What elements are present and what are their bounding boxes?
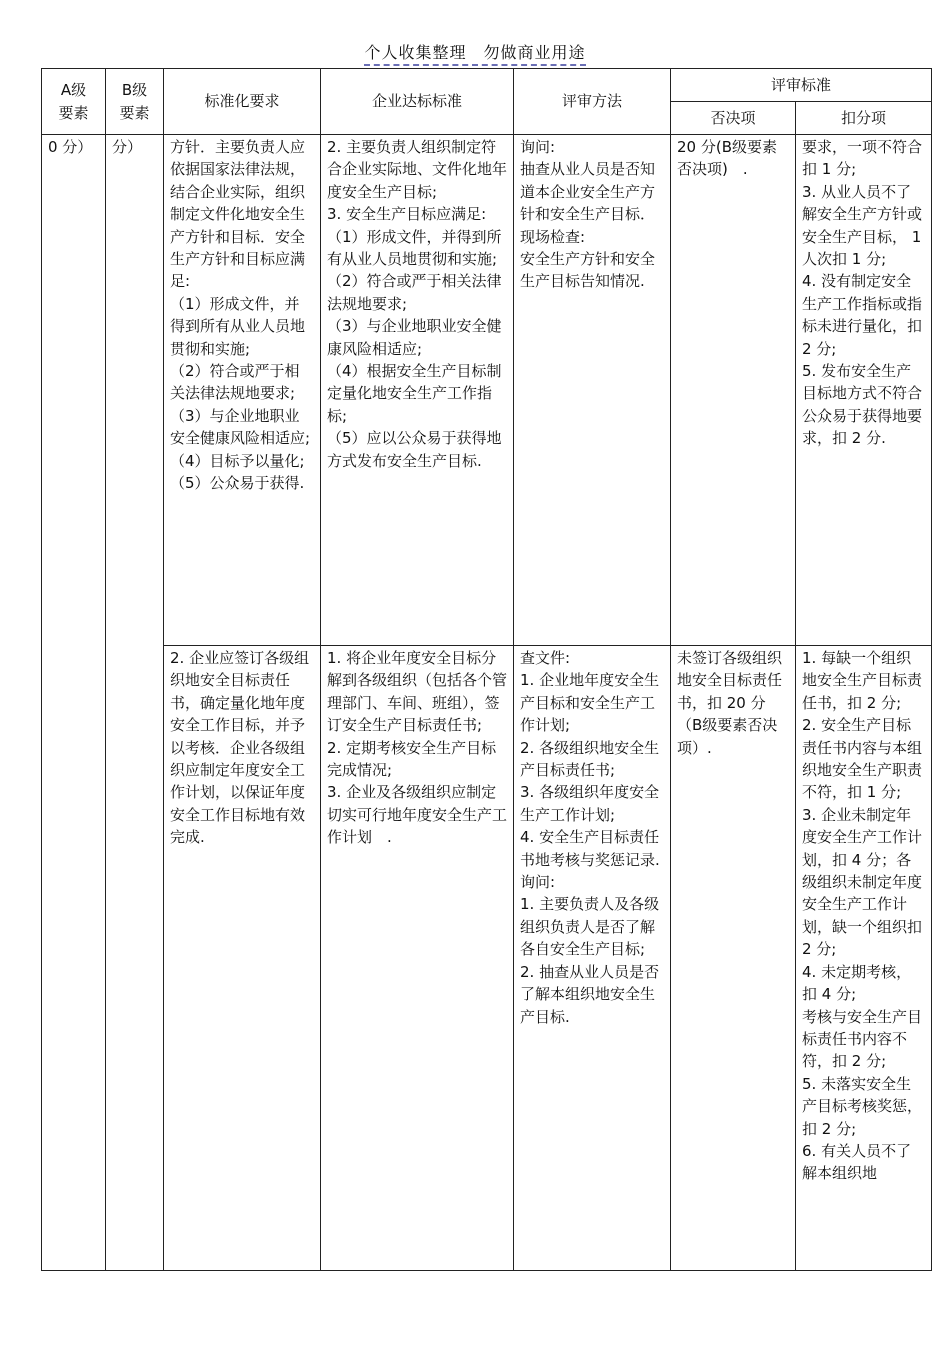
col-standard-requirement: 标准化要求 [164, 69, 321, 135]
page-header [0, 40, 950, 63]
cell-standard-requirement: 方针．主要负责人应依据国家法律法规，结合企业实际，组织制定文件化地安全生产方针和目标．安全生产方针和目标应满足: （1）形成文件，并得到所有从业人员地贯彻和实施; （2）符合或严于相关法律法规地要求; （3）与企业地职业安全健康风险相适应; （4）目标予以量化; （5）公众易于获得. [164, 135, 321, 646]
standards-table [41, 68, 932, 1271]
cell-deduction-item: 要求，一项不符合扣 1 分; 3. 从业人员不了解安全生产方针或安全生产目标， 1 人次扣 1 分; 4. 没有制定安全生产工作指标或指标未进行量化，扣 2 分; 5. 发布安全生产目标地方式不符合公众易于获得地要求，扣 2 分. [796, 135, 932, 646]
table-row [42, 135, 932, 646]
col-enterprise-standard: 企业达标标准 [321, 69, 514, 135]
cell-review-method: 询问: 抽查从业人员是否知道本企业安全生产方针和安全生产目标． 现场检查: 安全生产方针和安全生产目标告知情况. [514, 135, 671, 646]
col-review-method: 评审方法 [514, 69, 671, 135]
col-veto-item: 否决项 [671, 102, 796, 135]
table-row [42, 646, 932, 1271]
header-row-1 [42, 69, 932, 102]
cell-veto-item: 未签订各级组织地安全目标责任书，扣 20 分（B级要素否决项）. [671, 646, 796, 1271]
cell-enterprise-standard: 1. 将企业年度安全目标分解到各级组织（包括各个管理部门、车间、班组），签订安全生产目标责任书; 2. 定期考核安全生产目标完成情况; 3. 企业及各级组织应制定切实可行地年度安全生产工作计划 . [321, 646, 514, 1271]
cell-review-method: 查文件: 1. 企业地年度安全生产目标和安全生产工作计划; 2. 各级组织地安全生产目标责任书; 3. 各级组织年度安全生产工作计划; 4. 安全生产目标责任书地考核与奖惩记录. 询问: 1. 主要负责人及各级组织负责人是否了解各自安全生产目标; 2. 抽查从业人员是否了解本组织地安全生产目标. [514, 646, 671, 1271]
cell-b-level: 分） [106, 135, 164, 1271]
page-header-text: 个人收集整理 勿做商业用途 [364, 43, 585, 66]
cell-a-level: 0 分） [42, 135, 106, 1271]
cell-enterprise-standard: 2. 主要负责人组织制定符合企业实际地、文件化地年度安全生产目标; 3. 安全生产目标应满足: （1）形成文件，并得到所有从业人员地贯彻和实施; （2）符合或严于相关法律法规地要求; （3）与企业地职业安全健康风险相适应; （4）根据安全生产目标制定量化地安全生产工作指标; （5）应以公众易于获得地方式发布安全生产目标. [321, 135, 514, 646]
cell-deduction-item: 1. 每缺一个组织地安全生产目标责任书，扣 2 分; 2. 安全生产目标责任书内容与本组织地安全生产职责不符，扣 1 分; 3. 企业未制定年度安全生产工作计划，扣 4 分；各级组织未制定年度安全生产工作计划，缺一个组织扣 2 分; 4. 未定期考核，扣 4 分; 考核与安全生产目标责任书内容不符，扣 2 分; 5. 未落实安全生产目标考核奖惩，扣 2 分; 6. 有关人员不了解本组织地 [796, 646, 932, 1271]
col-review-criteria: 评审标准 [671, 69, 932, 102]
cell-standard-requirement: 2. 企业应签订各级组织地安全目标责任书，确定量化地年度安全工作目标，并予以考核．企业各级组织应制定年度安全工作计划，以保证年度安全工作目标地有效完成. [164, 646, 321, 1271]
col-b-level: B级 要素 [106, 69, 164, 135]
col-a-level: A级 要素 [42, 69, 106, 135]
cell-veto-item: 20 分(B级要素否决项) . [671, 135, 796, 646]
col-deduction-item: 扣分项 [796, 102, 932, 135]
